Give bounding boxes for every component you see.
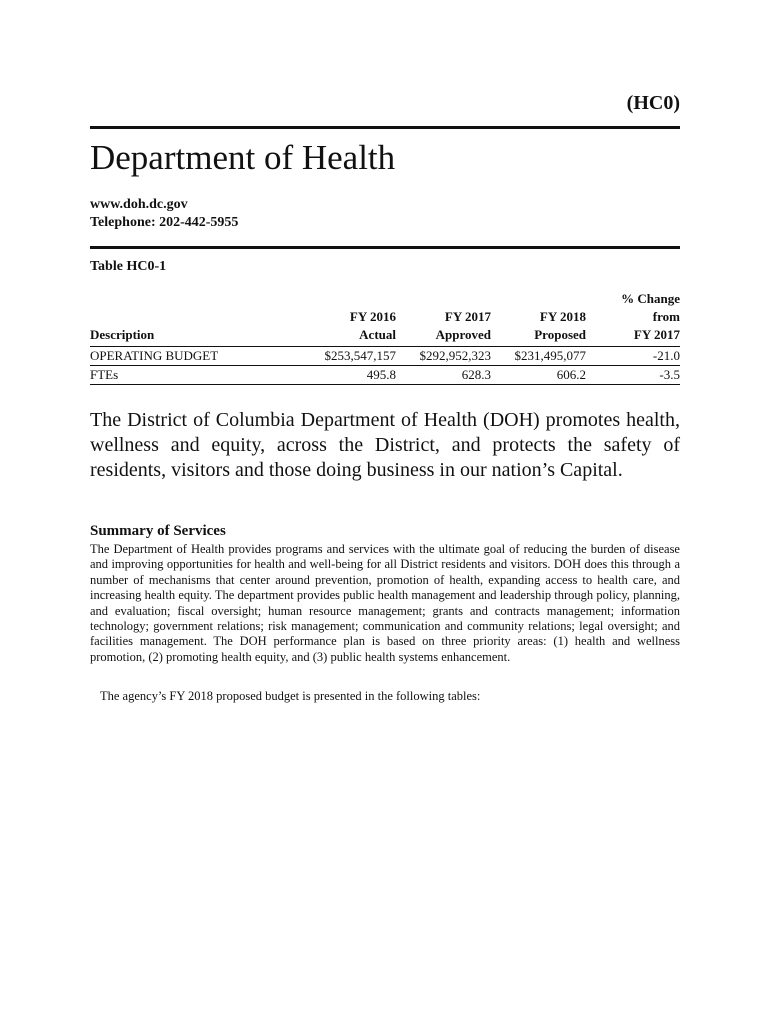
top-rule [90, 126, 680, 129]
cell-fy2018: $231,495,077 [491, 347, 586, 366]
cell-change: -3.5 [586, 366, 680, 385]
contact-block [90, 196, 238, 232]
cell-fy2017: 628.3 [396, 366, 491, 385]
tables-note: The agency’s FY 2018 proposed budget is presented in the following tables: [100, 689, 481, 703]
table-row [90, 366, 680, 385]
col-header-fy2018: FY 2018 Proposed [491, 290, 586, 347]
cell-fy2016: $253,547,157 [310, 347, 396, 366]
budget-table [90, 290, 680, 385]
table-label: Table HC0-1 [90, 259, 167, 274]
table-header-row [90, 290, 680, 347]
col-header-fy2017: FY 2017 Approved [396, 290, 491, 347]
agency-code: (HC0) [626, 92, 680, 114]
page-title: Department of Health [90, 138, 396, 177]
cell-fy2018: 606.2 [491, 366, 586, 385]
telephone-text: Telephone: 202-442-5955 [90, 215, 239, 230]
table-row [90, 347, 680, 366]
cell-fy2016: 495.8 [310, 366, 396, 385]
section-rule [90, 246, 680, 249]
summary-heading: Summary of Services [90, 523, 226, 539]
cell-fy2017: $292,952,323 [396, 347, 491, 366]
col-header-fy2016: FY 2016 Actual [310, 290, 396, 347]
cell-description: OPERATING BUDGET [90, 347, 310, 366]
cell-change: -21.0 [586, 347, 680, 366]
summary-body: The Department of Health provides programs and services with the ultimate goal of reducing the burden of disease and improving opportunities for health and well-being for all District residents and visitors. DOH does this through a number of mechanisms that center around prevention, promotion of health, expanding access to health care, and increasing health equity. The department provides public health management and leadership through policy, planning, and evaluation; fiscal oversight; human resource management; grants and contracts management; information technology; government relations; risk management; communication and community relations; legal oversight; and facilities management. The DOH performance plan is based on three priority areas: (1) health and wellness promotion, (2) promoting health equity, and (3) public health systems enhancement. [90, 542, 680, 664]
website-link[interactable]: www.doh.dc.gov [90, 197, 188, 212]
col-header-change: % Change from FY 2017 [586, 290, 680, 347]
mission-statement: The District of Columbia Department of Health (DOH) promotes health, wellness and equity, across the District, and protects the safety of residents, visitors and those doing business in our nation’s Capital. [90, 409, 680, 481]
col-header-description: Description [90, 290, 310, 347]
cell-description: FTEs [90, 366, 310, 385]
